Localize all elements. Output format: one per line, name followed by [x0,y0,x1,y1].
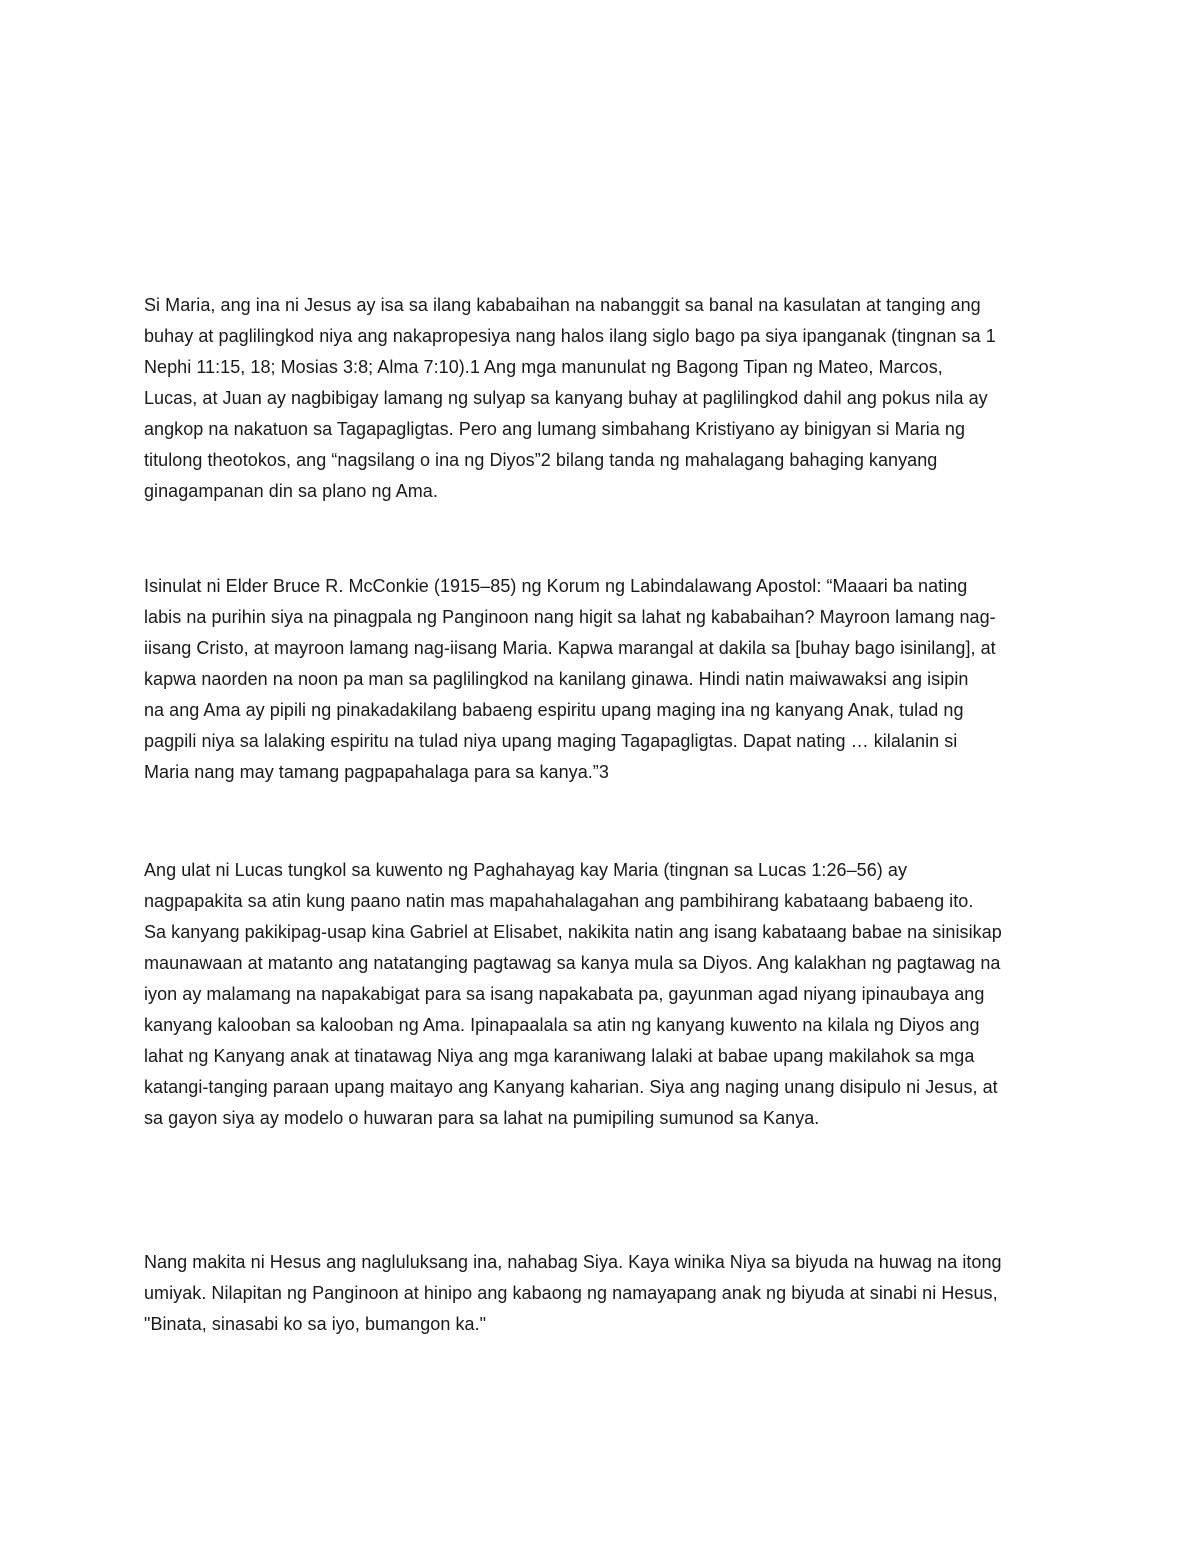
text-line: Lucas, at Juan ay nagbibigay lamang ng sulyap sa kanyang buhay at paglilingkod dahil ang pokus nila ay [144,388,988,408]
text-line: Nephi 11:15, 18; Mosias 3:8; Alma 7:10).1 Ang mga manunulat ng Bagong Tipan ng Mateo, Marcos, [144,357,943,377]
paragraph-maria-intro [144,290,1064,507]
paragraph-hesus-widow [144,1247,1064,1340]
text-line: ginagampanan din sa plano ng Ama. [144,481,438,501]
text-line: titulong theotokos, ang “nagsilang o ina ng Diyos”2 bilang tanda ng mahalagang bahaging kanyang [144,450,938,470]
text-line: umiyak. Nilapitan ng Panginoon at hinipo ang kabaong ng namayapang anak ng biyuda at sinabi ni Hesus, [144,1283,998,1303]
text-line: katangi-tanging paraan upang maitayo ang Kanyang kaharian. Siya ang naging unang disipulo ni Jesus, at [144,1077,998,1097]
text-line: kanyang kalooban sa kalooban ng Ama. Ipinapaalala sa atin ng kanyang kuwento na kilala ng Diyos ang [144,1015,980,1035]
text-line: lahat ng Kanyang anak at tinatawag Niya ang mga karaniwang lalaki at babae upang makilahok sa mga [144,1046,975,1066]
text-line: Maria nang may tamang pagpapahalaga para sa kanya.”3 [144,762,609,782]
text-line: na ang Ama ay pipili ng pinakadakilang babaeng espiritu upang maging ina ng kanyang Anak, tulad ng [144,700,964,720]
text-line: pagpili niya sa lalaking espiritu na tulad niya upang maging Tagapagligtas. Dapat nating … kilalanin si [144,731,958,751]
paragraph-mcconkie-quote [144,571,1064,788]
text-line: buhay at paglilingkod niya ang nakapropesiya nang halos ilang siglo bago pa siya ipanganak (tingnan sa 1 [144,326,996,346]
text-line: iyon ay malamang na napakabigat para sa isang napakabata pa, gayunman agad niyang ipinaubaya ang [144,984,985,1004]
text-line: Sa kanyang pakikipag-usap kina Gabriel at Elisabet, nakikita natin ang isang kabataang babae na sinisikap [144,922,1002,942]
text-line: labis na purihin siya na pinagpala ng Panginoon nang higit sa lahat ng kababaihan? Mayroon lamang nag- [144,607,996,627]
text-line: sa gayon siya ay modelo o huwaran para sa lahat na pumipiling sumunod sa Kanya. [144,1108,820,1128]
text-line: Si Maria, ang ina ni Jesus ay isa sa ilang kababaihan na nabanggit sa banal na kasulatan at tanging ang [144,295,981,315]
text-line: nagpapakita sa atin kung paano natin mas mapahahalagahan ang pambihirang kabataang babaeng ito. [144,891,974,911]
text-line: "Binata, sinasabi ko sa iyo, bumangon ka." [144,1314,487,1334]
text-line: Isinulat ni Elder Bruce R. McConkie (1915–85) ng Korum ng Labindalawang Apostol: “Maaari ba nating [144,576,968,596]
text-line: Ang ulat ni Lucas tungkol sa kuwento ng Paghahayag kay Maria (tingnan sa Lucas 1:26–56) ay [144,860,907,880]
text-line: angkop na nakatuon sa Tagapagligtas. Pero ang lumang simbahang Kristiyano ay binigyan si Maria ng [144,419,966,439]
text-line: iisang Cristo, at mayroon lamang nag-iisang Maria. Kapwa marangal at dakila sa [buhay bago isinilang], at [144,638,996,658]
text-line: Nang makita ni Hesus ang nagluluksang ina, nahabag Siya. Kaya winika Niya sa biyuda na huwag na itong [144,1252,1002,1272]
paragraph-lucas-account [144,855,1064,1134]
text-line: maunawaan at matanto ang natatanging pagtawag sa kanya mula sa Diyos. Ang kalakhan ng pagtawag na [144,953,1001,973]
text-line: kapwa naorden na noon pa man sa paglilingkod na kanilang ginawa. Hindi natin maiwawaksi ang isipin [144,669,969,689]
